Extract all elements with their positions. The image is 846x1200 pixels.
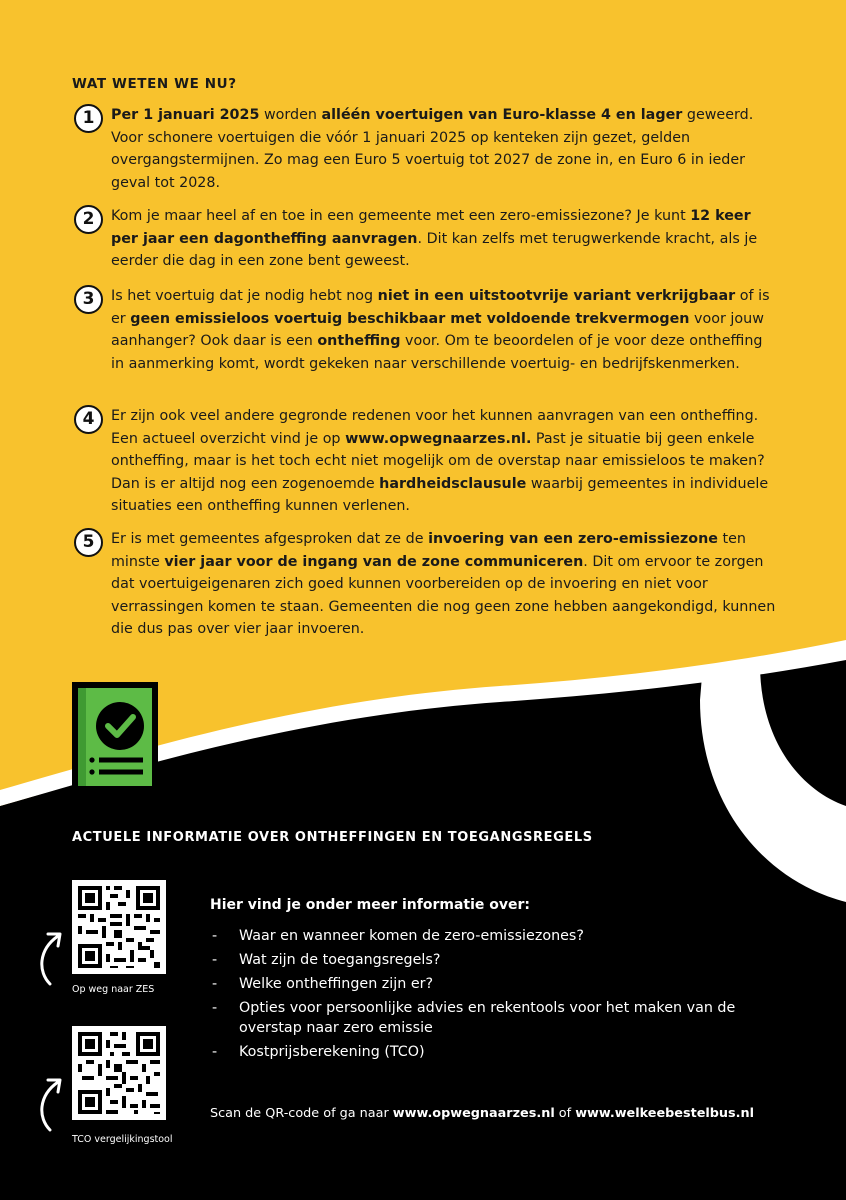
list-item: - Wat zijn de toegangsregels? <box>210 950 770 970</box>
list-item-2 <box>82 205 779 273</box>
number-badge-3: 3 <box>74 285 103 314</box>
curved-arrow-icon <box>36 928 66 986</box>
list-item: - Welke ontheffingen zijn er? <box>210 974 770 994</box>
item-text-5: Er is met gemeentes afgesproken dat ze de invoering van een zero-emissiezone ten minste vier jaar voor de ingang van de zone communiceren. Dit om ervoor te zorgen dat voertuigeigenaren zich goed kunnen voorbereiden op de invoering en niet voor verrassingen komen te staan. Gemeenten die nog geen zone hebben aangekondigd, kunnen die dus pas over vier jaar invoeren. <box>111 531 776 637</box>
item-text-4: Er zijn ook veel andere gegronde redenen voor het kunnen aanvragen van een ontheffing. Een actueel overzicht vind je op www.opwegnaarzes.nl. Past je situatie bij geen enkele ontheffing, maar is het toch echt niet mogelijk om de overstap naar emissieloos te maken? Dan is er altijd nog een zogenoemde hardheidsclausule waarbij gemeentes in individuele situaties een ontheffing kunnen verlenen. <box>111 408 769 514</box>
list-item: - Kostprijsberekening (TCO) <box>210 1042 770 1062</box>
list-item: - Opties voor persoonlijke advies en rekentools voor het maken van de overstap naar zero emissie <box>210 998 770 1038</box>
qr-label-zes: Op weg naar ZES <box>72 984 155 995</box>
list-item-5 <box>82 528 779 641</box>
number-badge-2: 2 <box>74 205 103 234</box>
link-opwegnaarzes[interactable]: www.opwegnaarzes.nl <box>392 1106 555 1121</box>
info-list <box>210 926 770 1066</box>
item-text-3: Is het voertuig dat je nodig hebt nog niet in een uitstootvrije variant verkrijgbaar of is er geen emissieloos voertuig beschikbaar met voldoende trekvermogen voor jouw aanhanger? Ook daar is een ontheffing voor. Om te beoordelen of je voor deze ontheffing in aanmerking komt, wordt gekeken naar verschillende voertuig- en bedrijfskenmerken. <box>111 288 770 372</box>
curved-arrow-icon <box>36 1074 66 1132</box>
number-badge-1: 1 <box>74 104 103 133</box>
footer-title: ACTUELE INFORMATIE OVER ONTHEFFINGEN EN TOEGANGSREGELS <box>72 830 593 845</box>
qr-code-tco[interactable] <box>72 1026 166 1120</box>
document-check-icon <box>72 682 158 792</box>
scan-instruction: Scan de QR-code of ga naar www.opwegnaarzes.nl of www.welkeebestelbus.nl <box>210 1106 755 1121</box>
list-item-3 <box>82 285 779 375</box>
list-item-1 <box>82 104 779 194</box>
section-heading: WAT WETEN WE NU? <box>72 76 237 92</box>
item-text-2: Kom je maar heel af en toe in een gemeente met een zero-emissiezone? Je kunt 12 keer per jaar een dagontheffing aanvragen. Dit kan zelfs met terugwerkende kracht, als je eerder die dag in een zone bent geweest. <box>111 208 758 269</box>
qr-code-icon <box>72 880 166 974</box>
number-badge-5: 5 <box>74 528 103 557</box>
list-item-4 <box>82 405 779 518</box>
list-item: - Waar en wanneer komen de zero-emissiezones? <box>210 926 770 946</box>
info-title: Hier vind je onder meer informatie over: <box>210 897 530 913</box>
number-badge-4: 4 <box>74 405 103 434</box>
qr-code-icon <box>72 1026 166 1120</box>
item-text-1: Per 1 januari 2025 worden alléén voertuigen van Euro-klasse 4 en lager geweerd. Voor schonere voertuigen die vóór 1 januari 2025 op kenteken zijn gezet, gelden overgangstermijnen. Zo mag een Euro 5 voertuig tot 2027 de zone in, en Euro 6 in ieder geval tot 2028. <box>111 107 754 191</box>
qr-code-zes[interactable] <box>72 880 166 974</box>
qr-label-tco: TCO vergelijkingstool <box>72 1134 173 1145</box>
link-welkeebestelbus[interactable]: www.welkeebestelbus.nl <box>575 1106 755 1121</box>
